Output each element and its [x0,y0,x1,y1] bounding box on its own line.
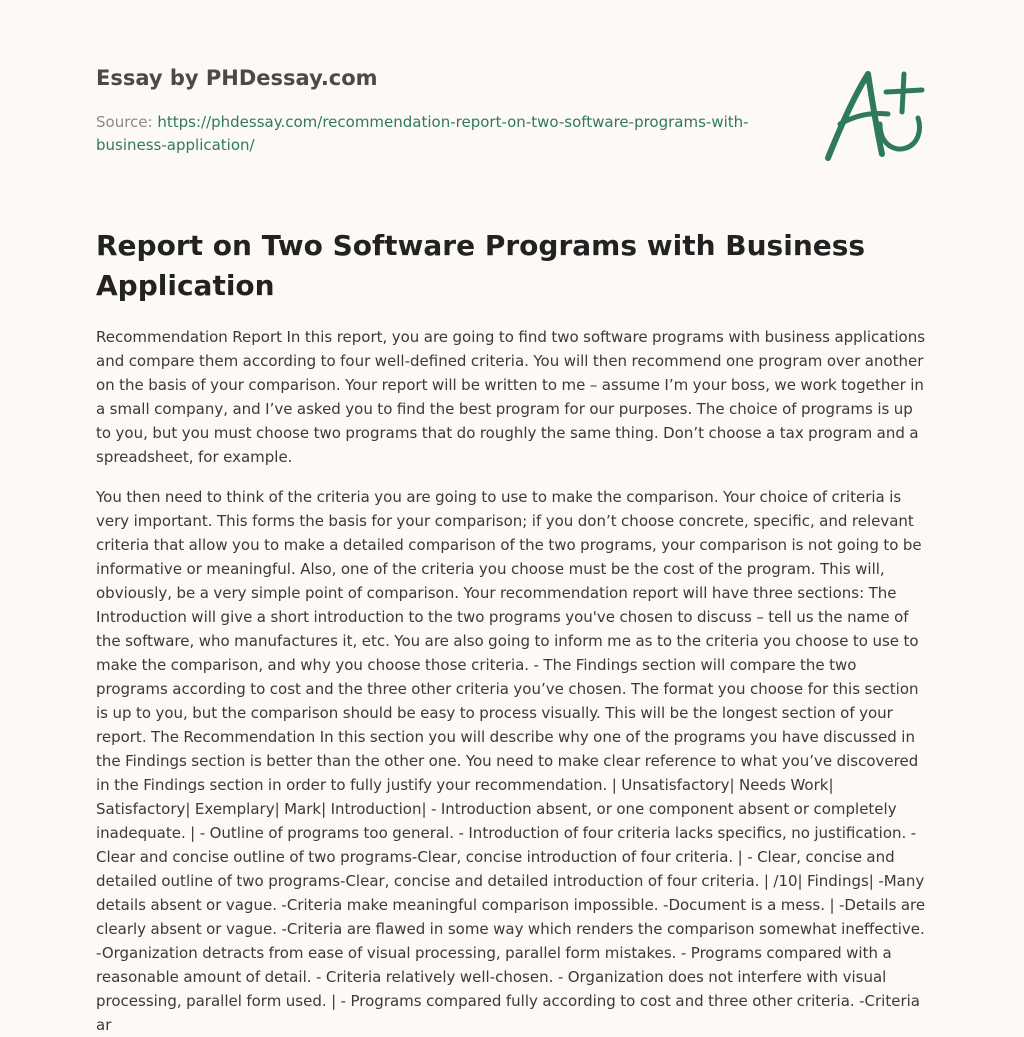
paragraph: You then need to think of the criteria you are going to use to make the comparison. Your choice of criteria is very important. This forms the basis for your comparison; if you don’t choose concrete, specific, and relevant criteria that allow you to make a detailed comparison of the two programs, your comparison is not going to be informative or meaningful. Also, one of the criteria you choose must be the cost of the program. This will, obviously, be a very simple point of comparison. Your recommendation report will have three sections: The Introduction will give a short introduction to the two programs you've chosen to discuss – tell us the name of the software, who manufactures it, etc. You are also going to inform me as to the criteria you choose to use to make the comparison, and why you choose those criteria. - The Findings section will compare the two programs according to cost and the three other criteria you’ve chosen. The format you choose for this section is up to you, but the comparison should be easy to process visually. This will be the longest section of your report. The Recommendation In this section you will describe why one of the programs you have discussed in the Findings section is better than the other one. You need to make clear reference to what you’ve discovered in the Findings section in order to fully justify your recommendation. | Unsatisfactory| Needs Work| Satisfactory| Exemplary| Mark| Introduction| - Introduction absent, or one component absent or completely inadequate. | - Outline of programs too general. - Introduction of four criteria lacks specifics, no justification. -Clear and concise outline of two programs-Clear, concise introduction of four criteria. | - Clear, concise and detailed outline of two programs-Clear, concise and detailed introduction of four criteria. | /10| Findings| -Many details absent or vague. -Criteria make meaningful comparison impossible. -Document is a mess. | -Details are clearly absent or vague. -Criteria are flawed in some way which renders the comparison somewhat ineffective. -Organization detracts from ease of visual processing, parallel form mistakes. - Programs compared with a reasonable amount of detail. - Criteria relatively well-chosen. - Organization does not interfere with visual processing, parallel form used. | - Programs compared fully according to cost and three other criteria. -Criteria ar [96,488,926,1034]
source-label: Source: [96,113,153,131]
site-name: Essay by PHDessay.com [96,66,378,90]
article-body [96,325,932,1034]
a-plus-logo [818,66,930,166]
a-plus-logo-icon [818,66,930,166]
source-line [96,111,776,157]
paragraph: Recommendation Report In this report, you are going to find two software programs with business applications and compare them according to four well-defined criteria. You will then recommend one program over another on the basis of your comparison. Your report will be written to me – assume I’m your boss, we work together in a small company, and I’ve asked you to find the best program for our purposes. The choice of programs is up to you, but you must choose two programs that do roughly the same thing. Don’t choose a tax program and a spreadsheet, for example. [96,328,926,466]
source-link[interactable]: https://phdessay.com/recommendation-report-on-two-software-programs-with-business-application/ [96,113,749,154]
article-title: Report on Two Software Programs with Business Application [96,229,866,302]
